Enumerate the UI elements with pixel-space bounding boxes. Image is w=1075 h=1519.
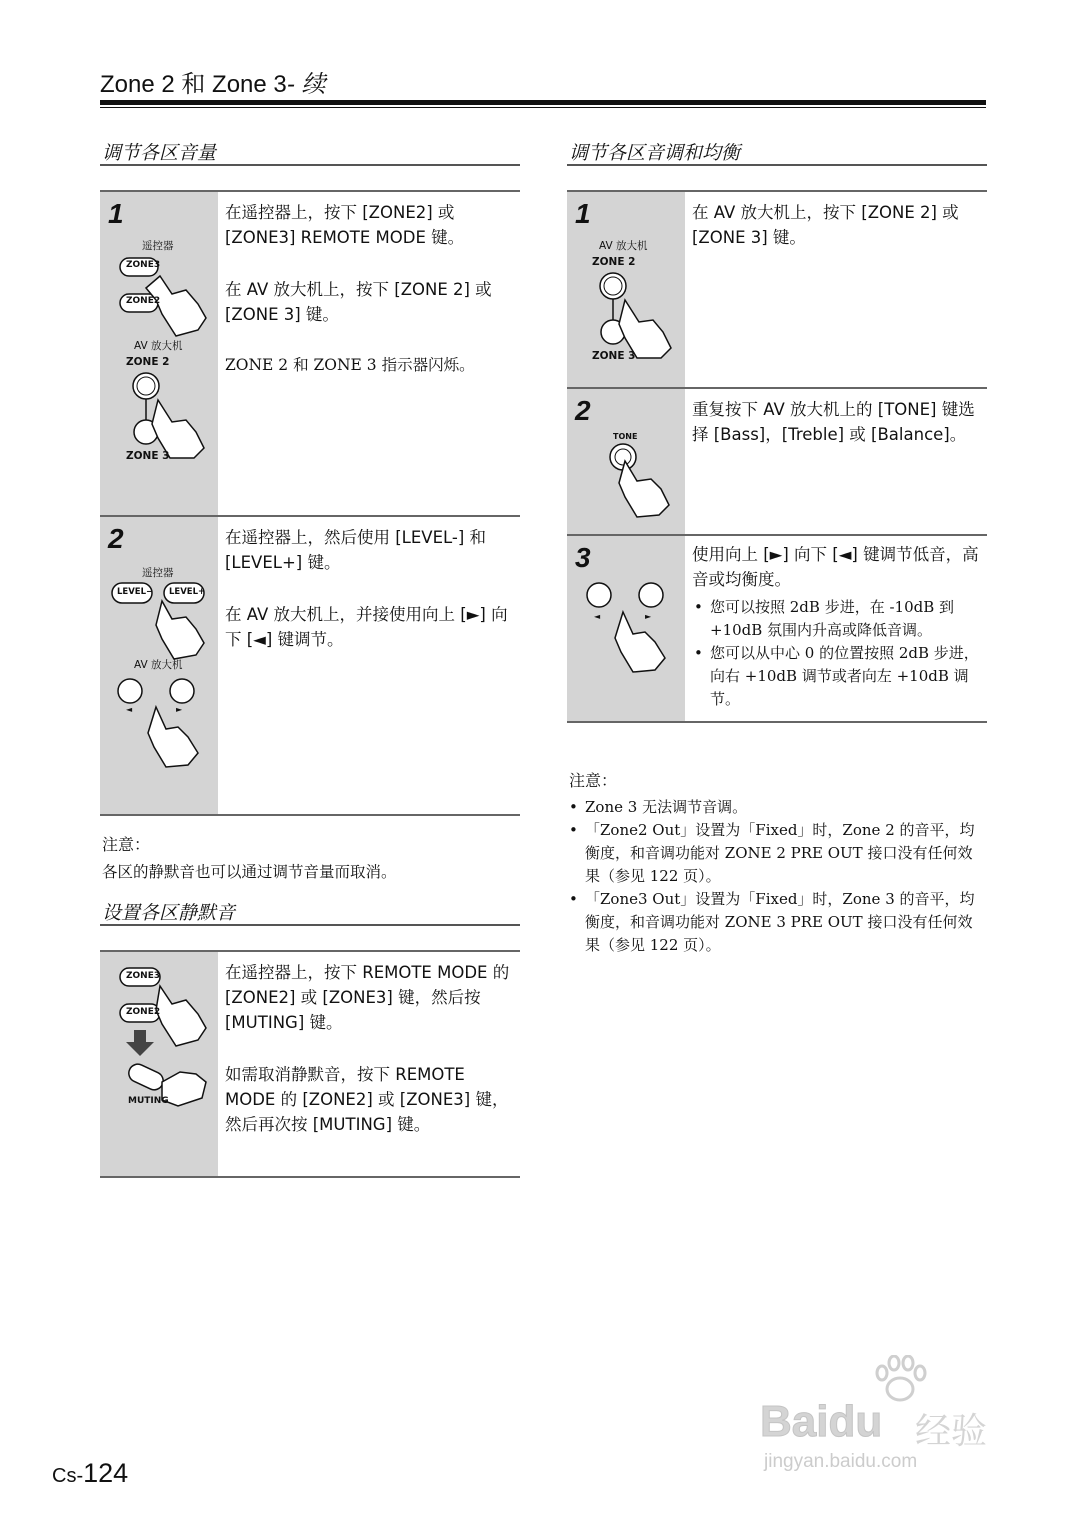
step-box-volume-1 xyxy=(100,190,520,515)
av-amp-label: AV 放大机 xyxy=(599,240,648,252)
zone2-label: ZONE 2 xyxy=(126,356,170,368)
instruction-remote: 在遥控器上，然后使用 [LEVEL-] 和 [LEVEL+] 键。 xyxy=(225,528,487,572)
instruction-amp: 在 AV 放大机上，按下 [ZONE 2] 或 [ZONE 3] 键。 xyxy=(692,203,959,247)
section-title-mute: 设置各区静默音 xyxy=(102,902,236,924)
zone3-label: ZONE 3 xyxy=(126,450,170,462)
level-minus-label: LEVEL− xyxy=(117,587,154,597)
hand-pointer-icon xyxy=(156,601,204,659)
baidu-jingyan-watermark xyxy=(760,1355,1015,1480)
instruction-amp: 在 AV 放大机上，按下 [ZONE 2] 或 [ZONE 3] 键。 xyxy=(225,280,492,324)
watermark-product: 经验 xyxy=(915,1411,988,1452)
step-instructions xyxy=(692,200,984,277)
zone2-button-label: ZONE2 xyxy=(126,1007,161,1017)
step-instructions xyxy=(692,397,984,474)
step-number: 2 xyxy=(575,395,591,426)
zone3-button-label: ZONE3 xyxy=(126,260,161,270)
header-rule-thin xyxy=(100,107,986,108)
remote-label: 遥控器 xyxy=(142,240,174,252)
section-rule xyxy=(100,164,520,166)
list-item: • 您可以从中心 0 的位置按照 2dB 步进，向右 +10dB 调节或者向左 +10dB 调节。 xyxy=(692,642,984,711)
instruction-amp: 在 AV 放大机上，并接使用向上 [►] 向下 [◄] 键调节。 xyxy=(225,605,508,649)
hand-pointer-icon xyxy=(619,461,669,517)
list-item: • 「Zone2 Out」设置为「Fixed」时，Zone 2 的音平，均衡度，和音调功能对 ZONE 2 PRE OUT 接口没有任何效果（参见 122 页）。 xyxy=(567,819,985,888)
tone-bullet-list xyxy=(692,596,984,711)
level-buttons-illustration xyxy=(100,577,218,815)
step-box-tone-3 xyxy=(567,534,987,722)
watermark-brand: Baidu xyxy=(760,1397,883,1446)
hand-pointer-icon xyxy=(615,612,665,672)
right-arrow-label: ► xyxy=(645,612,652,621)
step-number: 1 xyxy=(108,198,124,229)
zone3-label: ZONE 3 xyxy=(592,350,636,362)
note-text: 各区的静默音也可以通过调节音量而取消。 xyxy=(102,863,397,881)
section-rule xyxy=(100,924,520,926)
step-box-tone-2 xyxy=(567,387,987,534)
amp-zone-illustration xyxy=(100,370,218,460)
remote-label: 遥控器 xyxy=(142,567,174,579)
section-title-tone: 调节各区音调和均衡 xyxy=(569,142,741,164)
muting-label: MUTING xyxy=(128,1096,169,1106)
instruction-indicator: ZONE 2 和 ZONE 3 指示器闪烁。 xyxy=(225,356,475,374)
av-amp-label: AV 放大机 xyxy=(134,659,183,671)
step-box-volume-2 xyxy=(100,515,520,815)
step-rule-bottom xyxy=(100,1176,520,1178)
list-item: • 「Zone3 Out」设置为「Fixed」时，Zone 3 的音平，均衡度，和音调功能对 ZONE 3 PRE OUT 接口没有任何效果（参见 122 页）。 xyxy=(567,888,985,957)
zone3-button-label: ZONE3 xyxy=(126,971,161,981)
step-box-mute xyxy=(100,950,520,1176)
section-title-volume: 调节各区音量 xyxy=(102,142,217,164)
step-number: 1 xyxy=(575,198,591,229)
section-rule xyxy=(567,164,987,166)
right-knob-icon xyxy=(639,583,663,607)
left-arrow-label: ◄ xyxy=(594,612,601,621)
list-item: • 您可以按照 2dB 步进，在 -10dB 到 +10dB 氛围内升高或降低音调。 xyxy=(692,596,984,642)
page-title: Zone 2 和 Zone 3- 续 xyxy=(100,71,326,98)
header-rule xyxy=(100,100,986,105)
mute-illustration xyxy=(100,964,218,1114)
page-number: Cs-124 xyxy=(52,1458,129,1488)
tone-arrows-illustration xyxy=(567,580,685,690)
step-instructions xyxy=(225,200,517,404)
step-instructions xyxy=(225,960,510,1164)
zone2-label: ZONE 2 xyxy=(592,256,636,268)
down-arrow-icon xyxy=(126,1030,154,1056)
instruction-mute: 在遥控器上，按下 REMOTE MODE 的 [ZONE2] 或 [ZONE3] 键，然后按 [MUTING] 键。 xyxy=(225,963,510,1032)
instruction-tone: 重复按下 AV 放大机上的 [TONE] 键选择 [Bass]，[Treble] 或 [Balance]。 xyxy=(692,400,975,444)
amp-zone-illustration xyxy=(567,270,685,360)
tone-label: TONE xyxy=(613,432,638,441)
muting-button-icon xyxy=(126,1061,166,1093)
list-item: • Zone 3 无法调节音调。 xyxy=(567,796,985,819)
level-plus-label: LEVEL+ xyxy=(169,587,206,597)
tone-button-illustration xyxy=(567,443,685,533)
av-amp-label: AV 放大机 xyxy=(134,340,183,352)
step-number: 3 xyxy=(575,542,591,573)
instruction-remote: 在遥控器上，按下 [ZONE2] 或 [ZONE3] REMOTE MODE 键。 xyxy=(225,203,465,247)
note-list xyxy=(567,796,985,957)
watermark-url: jingyan.baidu.com xyxy=(764,1451,918,1472)
note-title: 注意： xyxy=(569,771,618,790)
step-instructions xyxy=(692,542,984,711)
right-arrow-label: ► xyxy=(176,705,183,714)
step-instructions xyxy=(225,525,517,679)
step-number: 2 xyxy=(108,523,124,554)
step-box-tone-1 xyxy=(567,190,987,387)
instruction-adjust: 使用向上 [►] 向下 [◄] 键调节低音，高音或均衡度。 xyxy=(692,545,979,589)
note-title: 注意： xyxy=(102,835,151,854)
right-knob-icon xyxy=(170,679,194,703)
step-rule-bottom xyxy=(567,721,987,723)
hand-pointer-icon xyxy=(148,707,198,767)
instruction-unmute: 如需取消静默音，按下 REMOTE MODE 的 [ZONE2] 或 [ZONE3] 键，然后再次按 [MUTING] 键。 xyxy=(225,1065,509,1134)
left-knob-icon xyxy=(587,583,611,607)
hand-pointer-icon xyxy=(156,986,206,1046)
zone2-button-label: ZONE2 xyxy=(126,296,161,306)
step-rule-bottom xyxy=(100,814,520,816)
left-arrow-label: ◄ xyxy=(126,705,133,714)
left-knob-icon xyxy=(118,679,142,703)
